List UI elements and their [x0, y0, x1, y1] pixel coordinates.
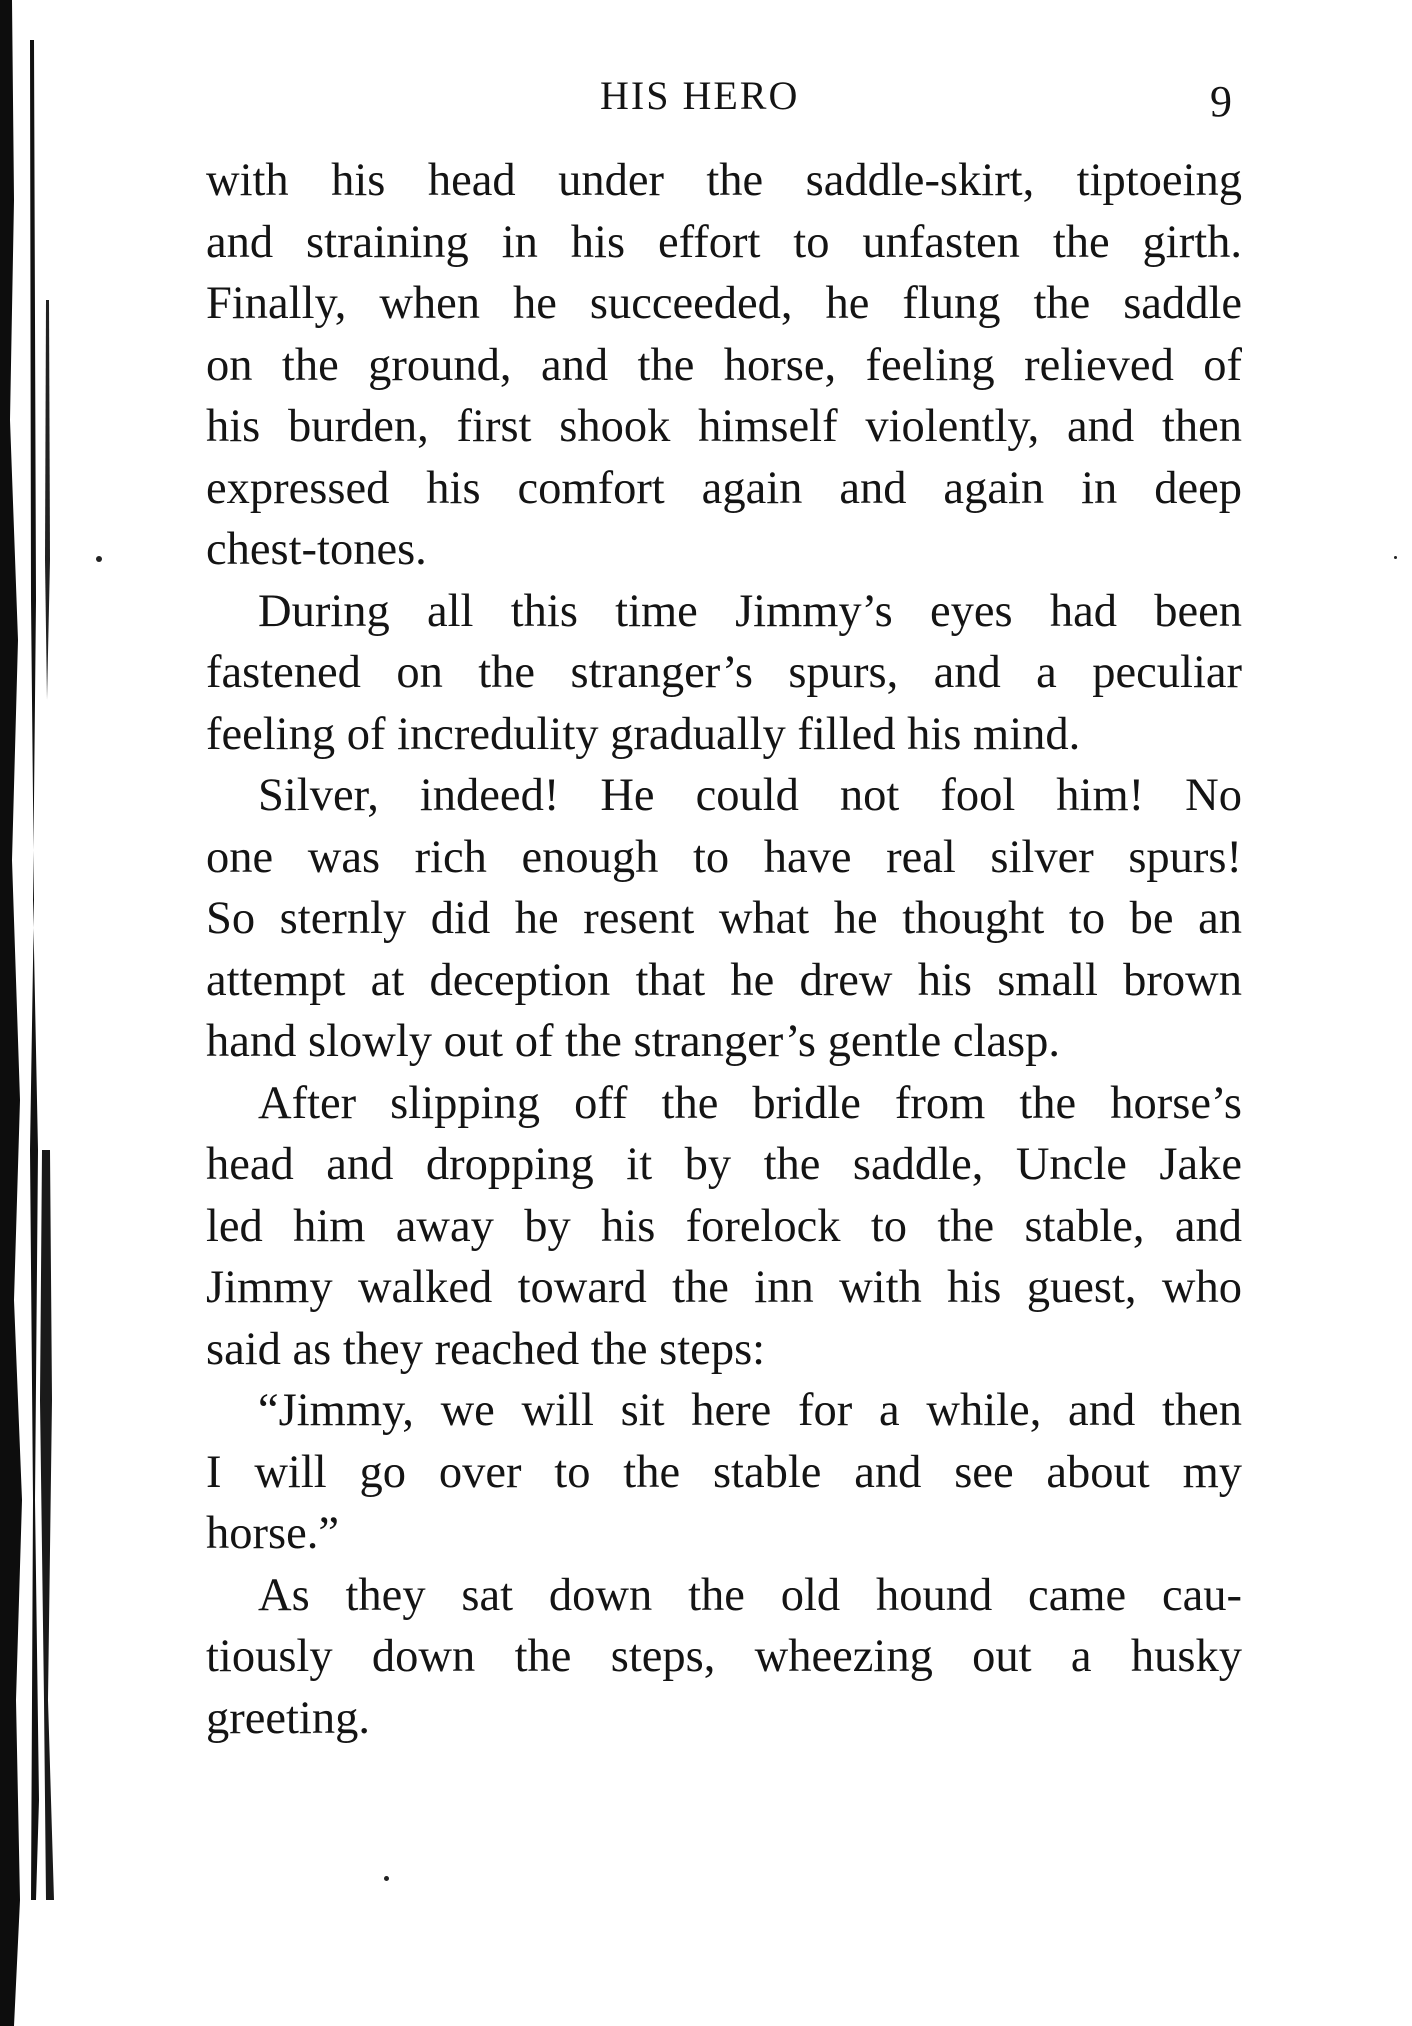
- text-line: expressed his comfort again and again in deep: [206, 462, 1242, 514]
- paragraph: [206, 1380, 1242, 1565]
- scan-speck: [1394, 556, 1397, 559]
- paragraph: [206, 150, 1242, 581]
- text-line: with his head under the saddle-skirt, tiptoeing: [206, 155, 1242, 206]
- running-head: [0, 66, 1412, 126]
- paragraph: [206, 581, 1242, 766]
- text-line: horse.”: [206, 1508, 339, 1559]
- scan-speck: [384, 1876, 389, 1881]
- text-line: fastened on the stranger’s spurs, and a peculiar: [206, 647, 1242, 698]
- text-line: hand slowly out of the stranger’s gentle clasp.: [206, 1016, 1061, 1067]
- text-line: head and dropping it by the saddle, Uncle Jake: [206, 1139, 1242, 1190]
- text-line: said as they reached the steps:: [206, 1323, 766, 1375]
- text-line: Jimmy walked toward the inn with his guest, who: [206, 1262, 1242, 1313]
- paragraph: [206, 1073, 1242, 1381]
- paragraph: [206, 765, 1242, 1073]
- text-line: chest-tones.: [206, 524, 427, 575]
- text-line: attempt at deception that he drew his small brown: [206, 954, 1242, 1006]
- text-line: Silver, indeed! He could not fool him! No: [258, 770, 1242, 821]
- text-line: Finally, when he succeeded, he flung the saddle: [206, 278, 1242, 329]
- text-line: After slipping off the bridle from the horse’s: [258, 1077, 1242, 1129]
- text-line: greeting.: [206, 1692, 370, 1744]
- text-line: I will go over to the stable and see about my: [206, 1446, 1242, 1498]
- text-line: led him away by his forelock to the stable, and: [206, 1200, 1242, 1252]
- text-line: During all this time Jimmy’s eyes had been: [258, 585, 1242, 637]
- scan-speck: [96, 556, 102, 562]
- text-line: So sternly did he resent what he thought to be an: [206, 893, 1242, 944]
- text-line: and straining in his effort to unfasten the girth.: [206, 216, 1242, 268]
- text-line: on the ground, and the horse, feeling relieved of: [206, 339, 1242, 391]
- text-line: feeling of incredulity gradually filled his mind.: [206, 708, 1081, 760]
- text-line: his burden, first shook himself violently, and then: [206, 401, 1242, 452]
- text-line: one was rich enough to have real silver spurs!: [206, 831, 1242, 883]
- running-title: HIS HERO: [600, 73, 800, 118]
- binding-edge: [0, 0, 60, 2026]
- body-text: [206, 150, 1242, 1749]
- text-line: As they sat down the old hound came cau-: [258, 1569, 1242, 1621]
- paragraph: [206, 1565, 1242, 1750]
- page-number: 9: [1210, 77, 1232, 126]
- text-line: “Jimmy, we will sit here for a while, and then: [258, 1385, 1242, 1436]
- text-line: tiously down the steps, wheezing out a husky: [206, 1631, 1242, 1682]
